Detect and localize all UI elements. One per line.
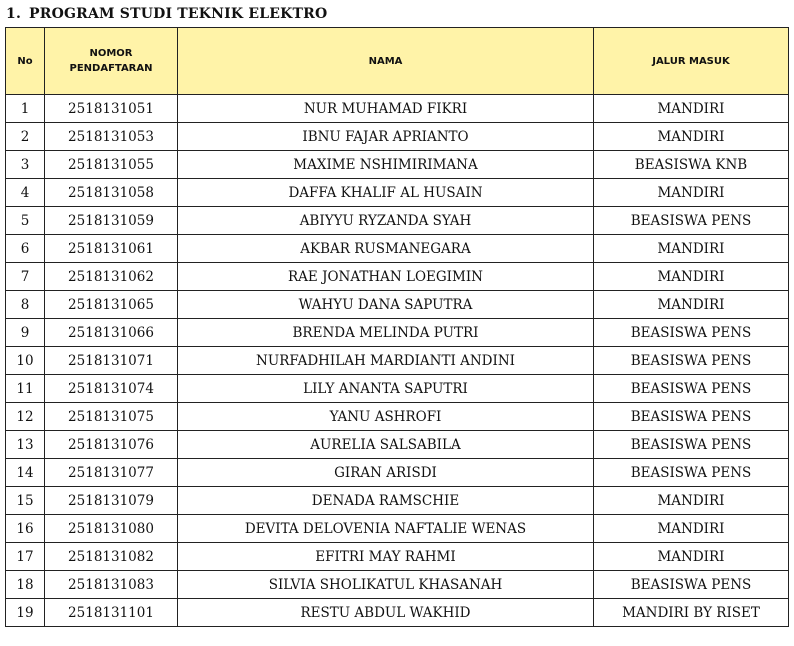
header-registration-number <box>45 28 178 95</box>
cell-route: MANDIRI <box>594 291 789 319</box>
cell-route: BEASISWA PENS <box>594 347 789 375</box>
cell-no: 5 <box>6 207 45 235</box>
cell-no: 1 <box>6 95 45 123</box>
cell-no: 3 <box>6 151 45 179</box>
table-row <box>6 459 789 487</box>
cell-no: 16 <box>6 515 45 543</box>
cell-name: BRENDA MELINDA PUTRI <box>178 319 594 347</box>
table-row <box>6 263 789 291</box>
cell-registration-number: 2518131062 <box>45 263 178 291</box>
cell-route: MANDIRI <box>594 123 789 151</box>
table-row <box>6 375 789 403</box>
cell-registration-number: 2518131061 <box>45 235 178 263</box>
section-number: 1. <box>6 6 22 22</box>
table-row <box>6 207 789 235</box>
cell-no: 7 <box>6 263 45 291</box>
cell-route: MANDIRI <box>594 95 789 123</box>
cell-route: MANDIRI <box>594 515 789 543</box>
cell-route: MANDIRI <box>594 487 789 515</box>
cell-name: WAHYU DANA SAPUTRA <box>178 291 594 319</box>
cell-no: 15 <box>6 487 45 515</box>
cell-no: 8 <box>6 291 45 319</box>
header-route: JALUR MASUK <box>594 28 789 95</box>
cell-name: SILVIA SHOLIKATUL KHASANAH <box>178 571 594 599</box>
cell-no: 9 <box>6 319 45 347</box>
cell-route: MANDIRI BY RISET <box>594 599 789 627</box>
cell-name: IBNU FAJAR APRIANTO <box>178 123 594 151</box>
cell-no: 4 <box>6 179 45 207</box>
cell-registration-number: 2518131066 <box>45 319 178 347</box>
cell-name: LILY ANANTA SAPUTRI <box>178 375 594 403</box>
cell-route: BEASISWA PENS <box>594 403 789 431</box>
cell-no: 10 <box>6 347 45 375</box>
section-title <box>6 6 327 22</box>
cell-name: DEVITA DELOVENIA NAFTALIE WENAS <box>178 515 594 543</box>
header-no: No <box>6 28 45 95</box>
cell-registration-number: 2518131051 <box>45 95 178 123</box>
cell-name: RESTU ABDUL WAKHID <box>178 599 594 627</box>
table-row <box>6 403 789 431</box>
cell-route: BEASISWA PENS <box>594 431 789 459</box>
cell-route: MANDIRI <box>594 179 789 207</box>
cell-registration-number: 2518131055 <box>45 151 178 179</box>
table-row <box>6 123 789 151</box>
table-row <box>6 431 789 459</box>
table-row <box>6 543 789 571</box>
cell-name: DENADA RAMSCHIE <box>178 487 594 515</box>
cell-no: 11 <box>6 375 45 403</box>
table-row <box>6 179 789 207</box>
cell-name: GIRAN ARISDI <box>178 459 594 487</box>
cell-registration-number: 2518131075 <box>45 403 178 431</box>
cell-no: 14 <box>6 459 45 487</box>
table-row <box>6 95 789 123</box>
table-row <box>6 571 789 599</box>
cell-no: 19 <box>6 599 45 627</box>
header-reg-line2: PENDAFTARAN <box>69 63 153 74</box>
cell-registration-number: 2518131065 <box>45 291 178 319</box>
cell-name: NURFADHILAH MARDIANTI ANDINI <box>178 347 594 375</box>
cell-route: BEASISWA PENS <box>594 571 789 599</box>
table-row <box>6 347 789 375</box>
cell-no: 17 <box>6 543 45 571</box>
student-table <box>5 27 789 627</box>
table-row <box>6 599 789 627</box>
cell-registration-number: 2518131082 <box>45 543 178 571</box>
cell-registration-number: 2518131074 <box>45 375 178 403</box>
table-row <box>6 487 789 515</box>
cell-registration-number: 2518131083 <box>45 571 178 599</box>
cell-route: BEASISWA PENS <box>594 459 789 487</box>
cell-name: MAXIME NSHIMIRIMANA <box>178 151 594 179</box>
table-row <box>6 235 789 263</box>
table-body <box>6 95 789 627</box>
cell-registration-number: 2518131101 <box>45 599 178 627</box>
cell-name: ABIYYU RYZANDA SYAH <box>178 207 594 235</box>
cell-name: EFITRI MAY RAHMI <box>178 543 594 571</box>
cell-name: NUR MUHAMAD FIKRI <box>178 95 594 123</box>
table-row <box>6 151 789 179</box>
cell-name: DAFFA KHALIF AL HUSAIN <box>178 179 594 207</box>
cell-name: RAE JONATHAN LOEGIMIN <box>178 263 594 291</box>
cell-no: 13 <box>6 431 45 459</box>
cell-registration-number: 2518131077 <box>45 459 178 487</box>
cell-registration-number: 2518131058 <box>45 179 178 207</box>
cell-no: 2 <box>6 123 45 151</box>
cell-name: AURELIA SALSABILA <box>178 431 594 459</box>
table-header-row <box>6 28 789 95</box>
cell-route: BEASISWA PENS <box>594 375 789 403</box>
cell-registration-number: 2518131053 <box>45 123 178 151</box>
cell-registration-number: 2518131059 <box>45 207 178 235</box>
cell-name: AKBAR RUSMANEGARA <box>178 235 594 263</box>
cell-no: 6 <box>6 235 45 263</box>
table-row <box>6 319 789 347</box>
header-reg-line1: NOMOR <box>89 48 133 59</box>
section-title-text: PROGRAM STUDI TEKNIK ELEKTRO <box>29 6 328 22</box>
cell-registration-number: 2518131071 <box>45 347 178 375</box>
cell-route: BEASISWA KNB <box>594 151 789 179</box>
cell-name: YANU ASHROFI <box>178 403 594 431</box>
table-row <box>6 515 789 543</box>
cell-no: 18 <box>6 571 45 599</box>
cell-registration-number: 2518131079 <box>45 487 178 515</box>
cell-route: MANDIRI <box>594 543 789 571</box>
table-row <box>6 291 789 319</box>
cell-registration-number: 2518131076 <box>45 431 178 459</box>
header-name: NAMA <box>178 28 594 95</box>
cell-route: BEASISWA PENS <box>594 207 789 235</box>
cell-registration-number: 2518131080 <box>45 515 178 543</box>
cell-route: MANDIRI <box>594 235 789 263</box>
cell-no: 12 <box>6 403 45 431</box>
cell-route: MANDIRI <box>594 263 789 291</box>
cell-route: BEASISWA PENS <box>594 319 789 347</box>
